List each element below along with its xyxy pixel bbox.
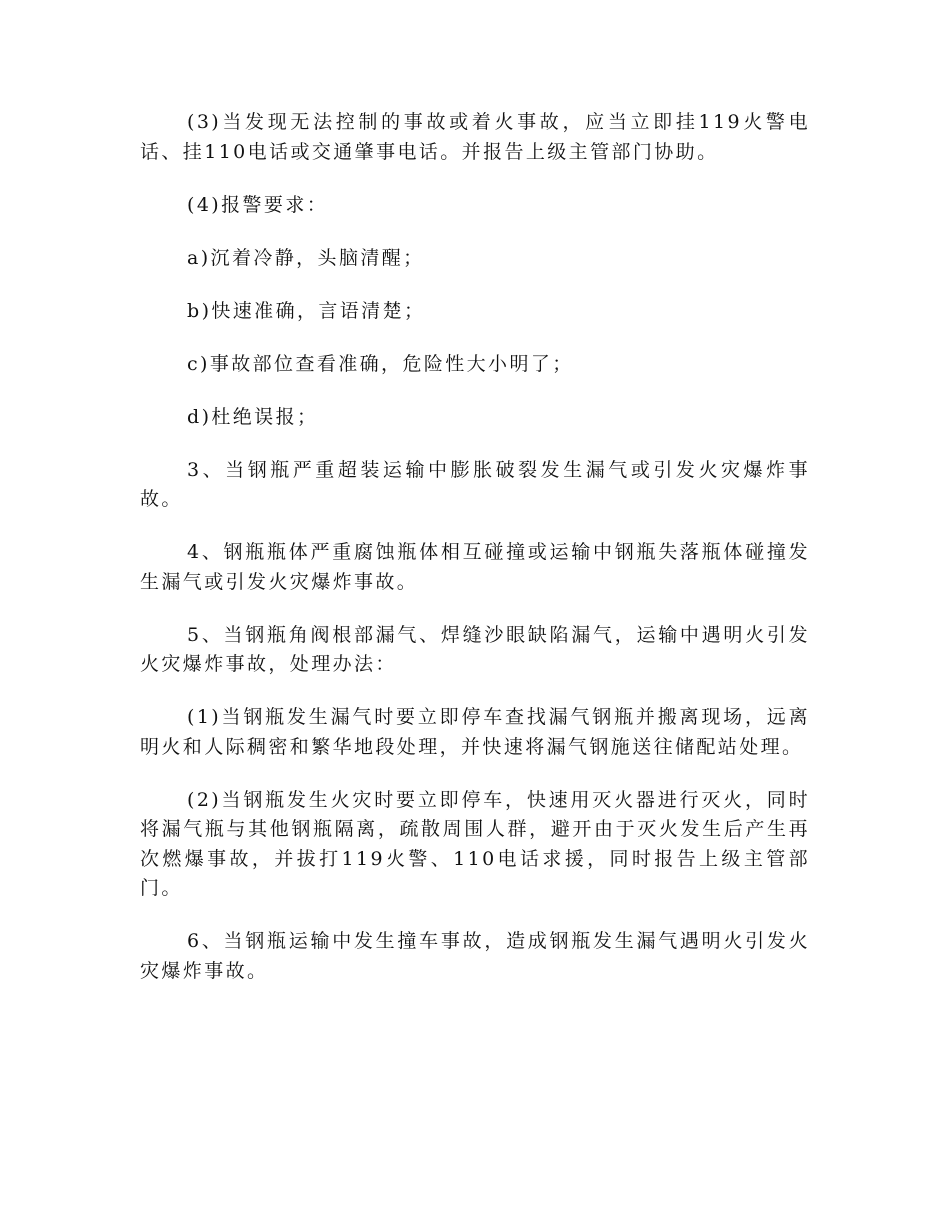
paragraph-alarm-requirements: (4)报警要求： xyxy=(187,193,329,216)
paragraph-item-3: 3、当钢瓶严重超装运输中膨胀破裂发生漏气或引发火灾爆炸事故。 xyxy=(140,458,810,510)
paragraph-handling-2: (2)当钢瓶发生火灾时要立即停车，快速用灭火器进行灭火，同时将漏气瓶与其他钢瓶隔离，疏散周围人群，避开由于灭火发生后产生再次燃爆事故，并拔打119火警、110电话求援，同时报告上级主管部门。 xyxy=(140,788,810,899)
paragraph-item-5: 5、当钢瓶角阀根部漏气、焊缝沙眼缺陷漏气，运输中遇明火引发火灾爆炸事故，处理办法： xyxy=(140,623,810,675)
paragraph-item-4: 4、钢瓶瓶体严重腐蚀瓶体相互碰撞或运输中钢瓶失落瓶体碰撞发生漏气或引发火灾爆炸事故。 xyxy=(140,541,810,593)
paragraph-handling-1: (1)当钢瓶发生漏气时要立即停车查找漏气钢瓶并搬离现场，远离明火和人际稠密和繁华地段处理，并快速将漏气钢施送往储配站处理。 xyxy=(140,706,810,758)
paragraph-alarm-procedure: (3)当发现无法控制的事故或着火事故，应当立即挂119火警电话、挂110电话或交通肇事电话。并报告上级主管部门协助。 xyxy=(140,111,810,163)
paragraph-requirement-c: c)事故部位查看准确，危险性大小明了； xyxy=(187,352,574,375)
paragraph-requirement-d: d)杜绝误报； xyxy=(187,405,319,428)
paragraph-requirement-b: b)快速准确，言语清楚； xyxy=(187,299,426,322)
paragraph-item-6: 6、当钢瓶运输中发生撞车事故，造成钢瓶发生漏气遇明火引发火灾爆炸事故。 xyxy=(140,930,810,982)
document-page xyxy=(140,108,810,1010)
paragraph-requirement-a: a)沉着冷静，头脑清醒； xyxy=(187,246,425,269)
